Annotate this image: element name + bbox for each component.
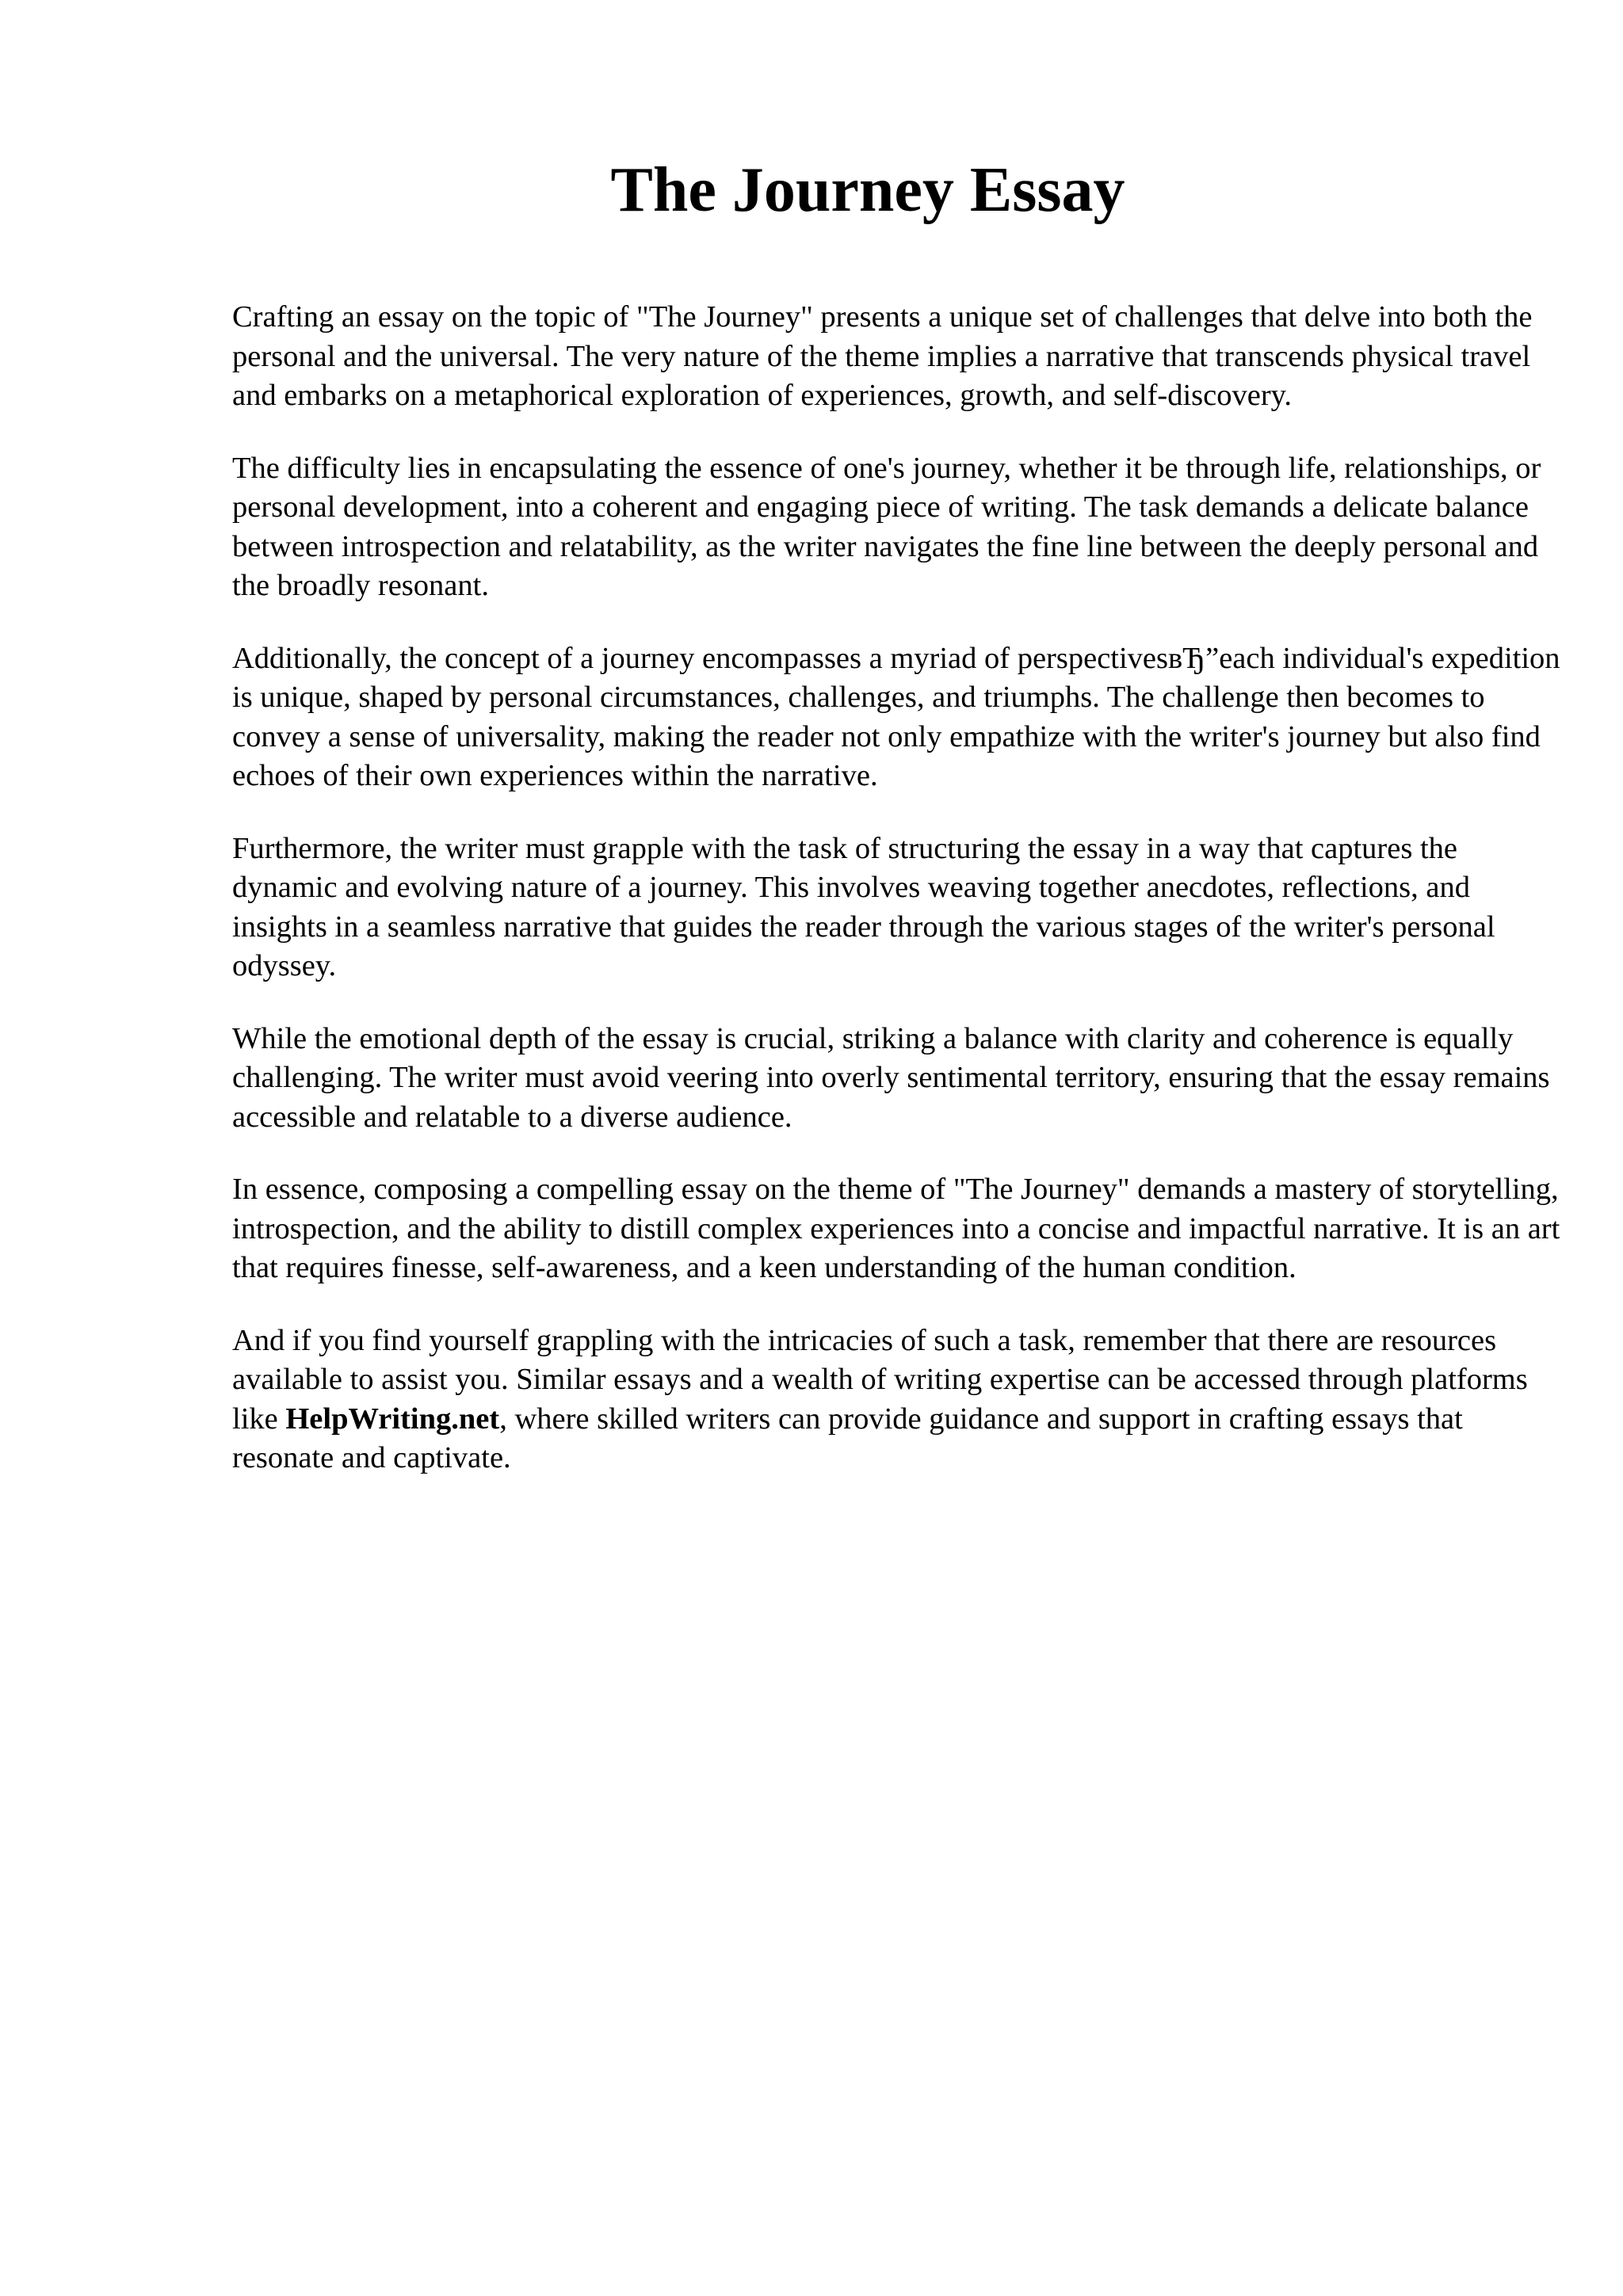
paragraph-3: Additionally, the concept of a journey encompasses a myriad of perspectivesвЂ”each individual's expedition is unique, shaped by personal circumstances, challenges, and triumphs. The challenge then becomes to convey a sense of universality, making the reader not only empathize with the writer's journey but also find echoes of their own experiences within the narrative. — [232, 641, 1560, 792]
closing-text-end: , where skilled writers can provide guidance and support in crafting essays that resonate and captivate. — [232, 1402, 1463, 1474]
paragraph-5: While the emotional depth of the essay is crucial, striking a balance with clarity and coherence is equally challenging. The writer must avoid veering into overly sentimental territory, ensuring that the essay remains accessible and relatable to a diverse audience. — [232, 1021, 1550, 1134]
paragraph-closing — [232, 1322, 1564, 1478]
paragraph-4: Furthermore, the writer must grapple with the task of structuring the essay in a way that captures the dynamic and evolving nature of a journey. This involves weaving together anecdotes, reflections, and insights in a seamless narrative that guides the reader through the various stages of the writer's personal odyssey. — [232, 831, 1495, 982]
page-title: The Journey Essay — [610, 155, 1125, 225]
paragraph-6: In essence, composing a compelling essay on the theme of "The Journey" demands a mastery of storytelling, introspection, and the ability to distill complex experiences into a concise and impactful narrative. It is an art that requires finesse, self-awareness, and a keen understanding of the human condition. — [232, 1173, 1560, 1284]
helpwriting-link[interactable]: HelpWriting.net — [285, 1402, 500, 1436]
essay-body — [232, 298, 1564, 1512]
paragraph-1: Crafting an essay on the topic of "The Journey" presents a unique set of challenges that delve into both the personal and the universal. The very nature of the theme implies a narrative that transcends physical travel and embarks on a metaphorical exploration of experiences, growth, and self-discovery. — [232, 300, 1533, 412]
paragraph-2: The difficulty lies in encapsulating the essence of one's journey, whether it be through life, relationships, or personal development, into a coherent and engaging piece of writing. The task demands a delicate balance between introspection and relatability, as the writer navigates the fine line between the deeply personal and the broadly resonant. — [232, 451, 1541, 602]
closing-text-start: And if you find yourself grappling with the intricacies of such a task, remember that there are resources available to assist you. Similar essays and a wealth of writing expertise can be accessed through platforms like — [232, 1323, 1528, 1436]
